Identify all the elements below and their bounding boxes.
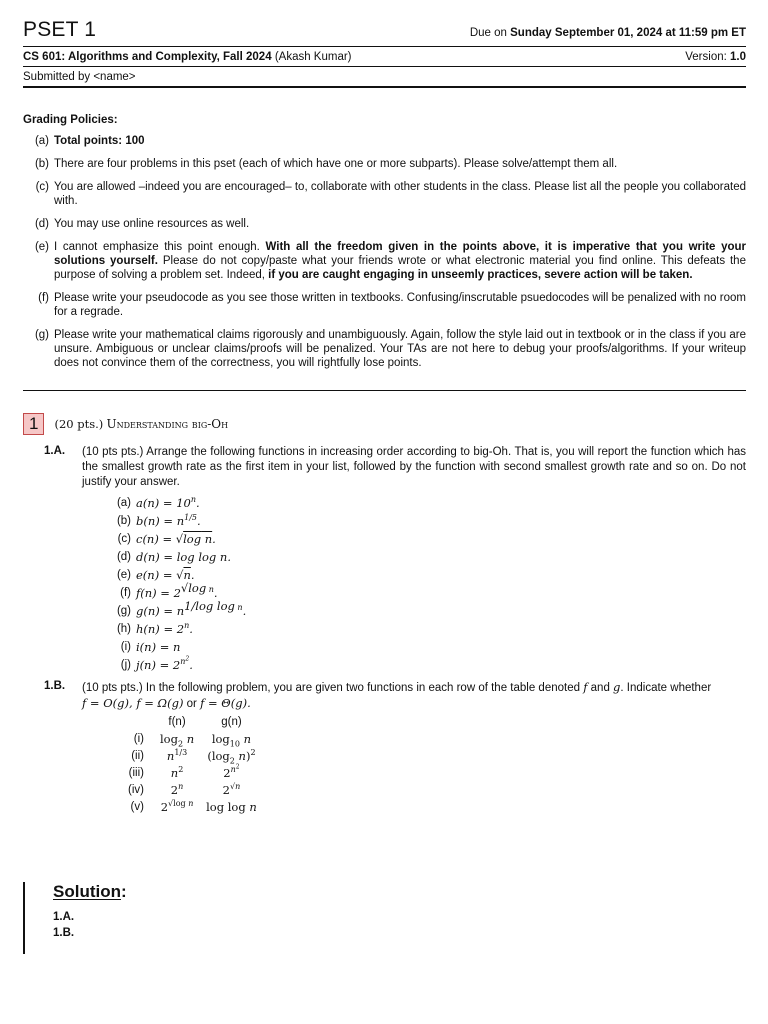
policy-item: (b) There are four problems in this pset (each of which have one or more subparts). Please solve/attempt them all. [34,158,618,170]
problem-title: Understanding big-Oh [106,417,229,431]
document-page [23,18,746,816]
function-item: (a) a(n) = 10$^n$. [116,495,200,510]
version-number: 1.0 [730,51,746,63]
subproblem-points: (10 pts pts.) [82,682,143,694]
function-item: (f) $f(n) = 2^{√log n}$. [120,581,218,600]
version-line: Version: 1.0 [685,51,746,63]
due-date-line: Due on Sunday September 01, 2024 at 11:59 pm ET [469,27,746,39]
policy-item: (f) Please write your pseudocode as you see those written in textbooks. Confusing/inscrutable psuedocodes will be penalized with no room for a regrade. [38,292,746,318]
subproblem-points: (10 pts pts.) [82,446,144,458]
function-item: (b) $b(n) = n^{1/5}$. [116,513,201,528]
function-item: (j) $j(n) = 2^{n^2}$. [120,655,193,672]
submitted-rule [23,86,746,88]
table-row: (v) $2^{√log n}$ log log n [130,799,257,814]
instructor: (Akash Kumar) [274,51,352,63]
subproblem-1a: 1.A. (10 pts pts.) Arrange the following functions in increasing order according to big-Oh. That is, you will report the function which has the smallest growth rate as the first item in your list, followed by the function with second smallest growth rate and so on. Do not justify your answer. (a) a(n) = 10$^n$. (b) $b(n) = n^{1/5}$. (c) c(n) = √log n. (d) d(n) = log log n. (e) e(n) = √n. (f) $f(n) = 2^{√log n}$. (g) $g(n) = n^{1/log log n}$. (h) $h(n) = 2^n$. (i) i(n) = n (j) $j(n) = 2^{n^2}$. [44,445,747,672]
policy-item: (c) You are allowed –indeed you are encouraged– to, collaborate with other students in the class. Please list all the people you collaborated with. [35,181,746,207]
solution-item: 1.B. [53,927,75,939]
subproblem-1b: 1.B. (10 pts pts.) In the following problem, you are given two functions in each row of the table denoted f and g. Indicate whether f = O(g), f = Ω(g) or f = Θ(g). f(n) g(n) (i) $\log_2 n$ $\log_{10} n$ (ii) $n^{1/3}$ ($\log_2$ n)$^2$ (iii) $n^2$ $2^{n^2}$ (iv) 2$^n$ $2^{√n}$ (v) $2^{√log n}$ log log n [44,680,712,814]
table-header-row: f(n) g(n) [168,716,242,728]
policy-item: (d) You may use online resources as well. [34,218,250,230]
problem-number-badge: 1 [23,413,44,435]
course-name: CS 601: Algorithms and Complexity, Fall 2024 [23,51,272,63]
policy-item: (g) Please write your mathematical claims rigorously and unambiguously. Again, follow the style laid out in textbook or in the class if you are unsure. Ambiguous or unclear claims/proofs will be penalized. Your TAs are not here to debug your proofs/algorithms. If your writeup does not convince them of the correctness, you will rightfully lose points. [34,329,746,369]
pset-title: PSET 1 [23,18,97,41]
function-item: (e) e(n) = √n. [116,568,195,582]
solution-title: Solution: [53,882,127,901]
function-list [82,494,746,674]
function-item: (c) c(n) = √log n. [117,532,216,546]
header-top-row [23,18,746,42]
policy-item: (a) Total points: 100 [34,135,145,147]
problem-points: (20 pts.) [54,417,104,431]
table-row: (ii) $n^{1/3}$ ($\log_2$ n)$^2$ [131,748,256,766]
table-row: (iii) $n^2$ $2^{n^2}$ [128,763,240,780]
solution-item: 1.A. [53,911,75,923]
submitted-line: Submitted by <name> [23,71,136,83]
table-row: (iv) 2$^n$ $2^{√n}$ [128,782,241,797]
function-item: (h) $h(n) = 2^n$. [116,621,193,636]
grading-heading: Grading Policies: [23,114,118,126]
grading-policies-list [23,134,746,370]
course-row [23,47,746,66]
due-date: Sunday September 01, 2024 at 11:59 pm ET [510,27,746,39]
table-row: (i) $\log_2 n$ $\log_{10} n$ [133,732,252,749]
course-line [23,51,352,63]
comparison-table [122,714,263,816]
section-separator [23,390,746,391]
policy-item: (e) I cannot emphasize this point enough. With all the freedom given in the points above, it is imperative that you write your solutions yourself. Please do not copy/paste what your friends wrote or what electronic material you find online. This defeats the purpose of solving a problem set. Indeed, if you are caught engaging in unseemly practices, severe action will be taken. [34,241,746,281]
submitter-name: <name> [93,71,136,83]
function-item: (g) $g(n) = n^{1/log log n}$. [116,599,247,618]
function-item: (i) i(n) = n [120,640,181,654]
function-item: (d) d(n) = log log n. [116,550,231,564]
solution-box [23,882,753,954]
problem-1-heading [23,413,746,435]
